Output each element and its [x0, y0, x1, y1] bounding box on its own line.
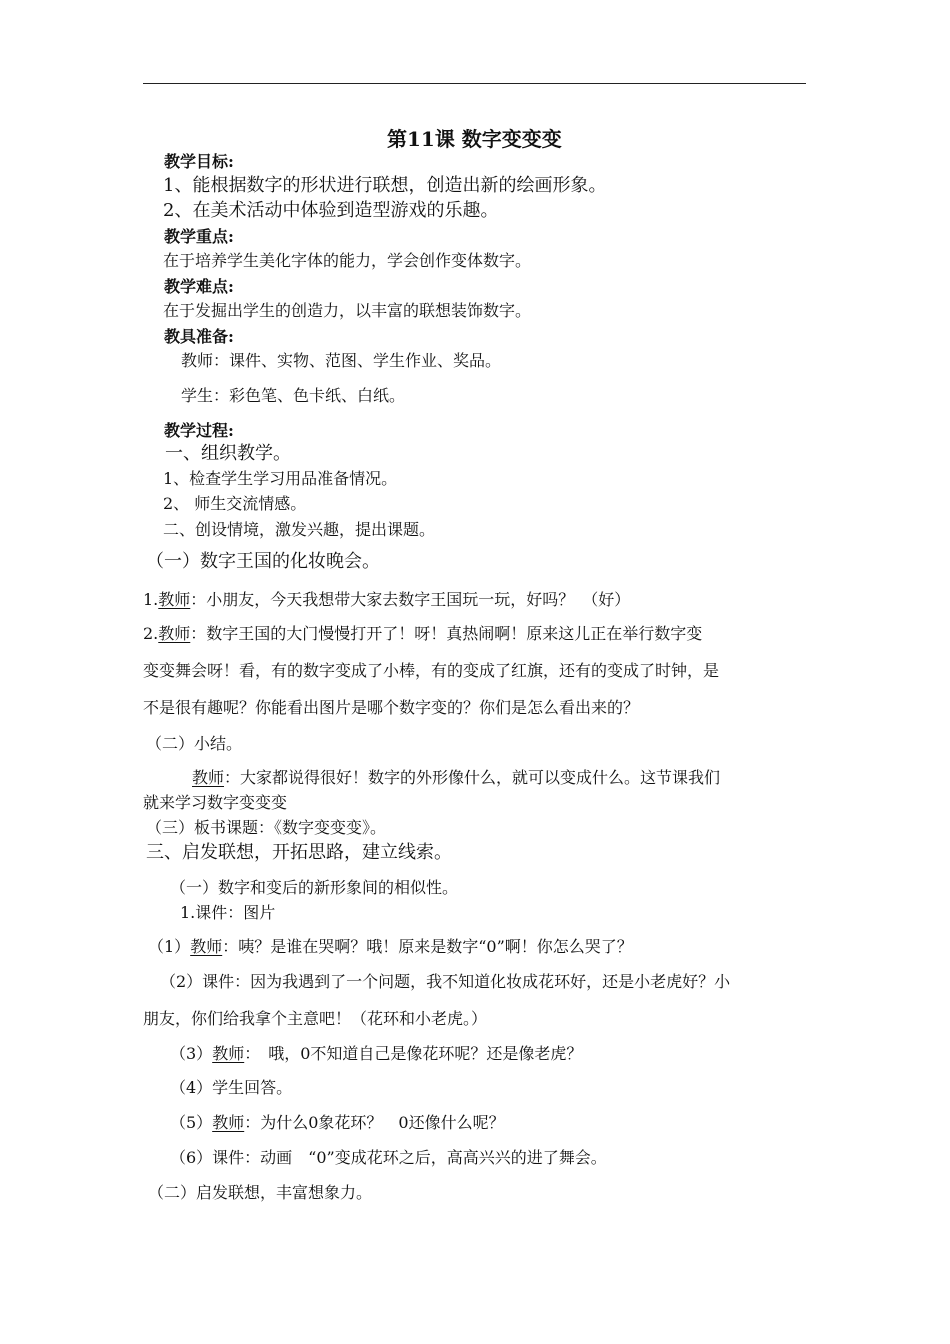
teacher-label: 教师	[212, 1113, 245, 1132]
teacher-label: 教师	[158, 590, 191, 609]
question-1	[148, 937, 633, 957]
dialogue-2-line-2: 变变舞会呀！看，有的数字变成了小棒，有的变成了红旗，还有的变成了时钟，是	[143, 661, 720, 680]
step-3-a-1: 1.课件：图片	[180, 903, 276, 922]
dialogue-1	[143, 590, 630, 610]
step-2-a: （一）数字王国的化妆晚会。	[146, 551, 380, 572]
step-1-1: 1、检查学生学习用品准备情况。	[163, 469, 398, 488]
question-4: （4）学生回答。	[170, 1078, 293, 1097]
objective-1: 1、能根据数字的形状进行联想，创造出新的绘画形象。	[163, 175, 607, 196]
step-2-c: （三）板书课题：《数字变变变》。	[146, 818, 387, 837]
step-2: 二、创设情境，激发兴趣，提出课题。	[163, 520, 436, 539]
teacher-label: 教师	[212, 1044, 245, 1063]
difficulty-text: 在于发掘出学生的创造力，以丰富的联想装饰数字。	[163, 301, 532, 320]
question-3	[170, 1044, 582, 1064]
objectives-heading: 教学目标:	[164, 152, 234, 171]
summary-line-2: 就来学习数字变变变	[143, 793, 288, 812]
summary-line-1	[192, 768, 720, 788]
step-1-2: 2、 师生交流情感。	[163, 494, 307, 513]
prep-heading: 教具准备:	[164, 327, 234, 346]
teacher-label: 教师	[192, 768, 225, 787]
summary-text: ：大家都说得很好！数字的外形像什么，就可以变成什么。这节课我们	[224, 768, 721, 787]
step-1: 一、组织教学。	[165, 443, 291, 464]
dialogue-2-num: 2.	[143, 624, 159, 643]
header-rule	[143, 83, 806, 84]
prep-student: 学生：彩色笔、色卡纸、白纸。	[181, 386, 406, 405]
question-1-prefix: （1）	[148, 937, 191, 956]
dialogue-1-text: ：小朋友，今天我想带大家去数字王国玩一玩，好吗？ （好）	[190, 590, 631, 609]
difficulty-heading: 教学难点:	[164, 277, 234, 296]
page-title: 第11课 数字变变变	[387, 127, 562, 151]
question-1-text: ：咦？是谁在哭啊？哦！原来是数字“0”啊！你怎么哭了？	[222, 937, 633, 956]
question-6: （6）课件：动画 “0”变成花环之后，高高兴兴的进了舞会。	[170, 1148, 607, 1167]
dialogue-2-text: ：数字王国的大门慢慢打开了！呀！真热闹啊！原来这儿正在举行数字变	[190, 624, 703, 643]
step-3-a: （一）数字和变后的新形象间的相似性。	[170, 878, 459, 897]
step-3-b: （二）启发联想，丰富想象力。	[148, 1183, 373, 1202]
question-5-prefix: （5）	[170, 1113, 213, 1132]
dialogue-1-num: 1.	[143, 590, 159, 609]
question-2-line-2: 朋友，你们给我拿个主意吧！（花环和小老虎。）	[143, 1009, 488, 1028]
step-3: 三、启发联想，开拓思路，建立线索。	[146, 842, 452, 863]
process-heading: 教学过程:	[164, 421, 234, 440]
dialogue-2-line-3: 不是很有趣呢？你能看出图片是哪个数字变的？你们是怎么看出来的？	[143, 698, 640, 717]
dialogue-2-line-1	[143, 624, 702, 644]
prep-teacher: 教师：课件、实物、范图、学生作业、奖品。	[181, 351, 502, 370]
step-2-b: （二）小结。	[146, 734, 243, 753]
keypoint-heading: 教学重点:	[164, 227, 234, 246]
teacher-label: 教师	[190, 937, 223, 956]
question-3-text: ： 哦，0不知道自己是像花环呢？还是像老虎？	[244, 1044, 583, 1063]
objective-2: 2、在美术活动中体验到造型游戏的乐趣。	[163, 200, 499, 221]
question-2-line-1: （2）课件：因为我遇到了一个问题，我不知道化妆成花环好，还是小老虎好？小	[160, 972, 731, 991]
keypoint-text: 在于培养学生美化字体的能力，学会创作变体数字。	[163, 251, 532, 270]
question-3-prefix: （3）	[170, 1044, 213, 1063]
question-5	[170, 1113, 505, 1133]
teacher-label: 教师	[158, 624, 191, 643]
question-5-text: ：为什么0象花环？ 0还像什么呢？	[244, 1113, 505, 1132]
